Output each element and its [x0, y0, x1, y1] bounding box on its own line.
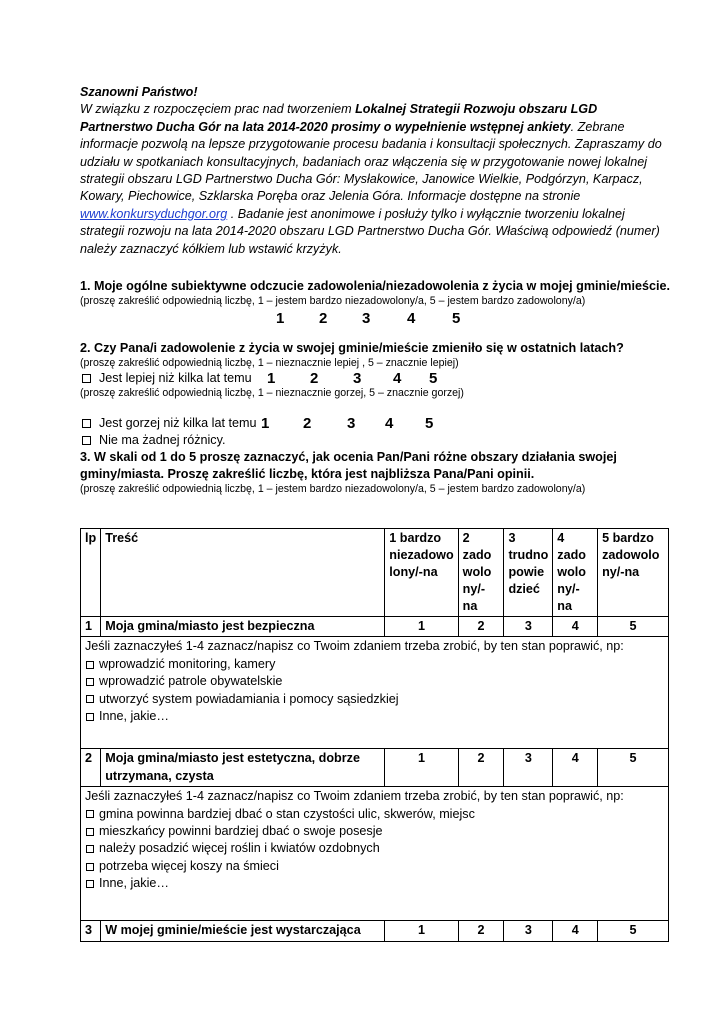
row-3-score-5[interactable]: 5: [598, 921, 669, 941]
row-3-score-3[interactable]: 3: [504, 921, 553, 941]
row-1-score-2[interactable]: 2: [458, 617, 504, 637]
row-2-lp: 2: [81, 749, 101, 787]
q2-worse-checkbox[interactable]: [82, 419, 91, 428]
row-1-option-1-label: wprowadzić monitoring, kamery: [99, 656, 276, 671]
q2-title: 2. Czy Pana/i zadowolenie z życia w swojej gminie/mieście zmieniło się w ostatnich latach?: [80, 341, 624, 356]
row-2-option-5-checkbox[interactable]: [86, 880, 94, 888]
q1-scale: [276, 310, 670, 327]
row-1-followup: [81, 637, 669, 749]
row-1-score-5[interactable]: 5: [598, 617, 669, 637]
q3-hint: (proszę zakreślić odpowiednią liczbę, 1 – jestem bardzo niezadowolony/a, 5 – jestem bardzo zadowolony/a): [80, 483, 586, 496]
row-2-score-1[interactable]: 1: [385, 749, 458, 787]
row-1-option-4-label: Inne, jakie…: [99, 709, 170, 724]
q2-worse-scale-5[interactable]: 5: [425, 415, 434, 433]
q1-scale-1[interactable]: 1: [276, 310, 285, 328]
row-1-followup-cell: [81, 637, 669, 749]
website-link[interactable]: www.konkursyduchgor.org: [80, 206, 228, 221]
header-lp: lp: [81, 529, 101, 617]
row-1-option-3-label: utworzyć system powiadamiania i pomocy sąsiedzkiej: [99, 691, 399, 706]
q2-better-scale-2[interactable]: 2: [310, 370, 319, 388]
q2-hint-2: (proszę zakreślić odpowiednią liczbę, 1 – nieznacznie gorzej, 5 – znacznie gorzej): [80, 387, 464, 400]
table-row: [81, 749, 669, 787]
q2-better-row: [80, 370, 670, 387]
survey-page: [80, 84, 670, 496]
row-2-option-3[interactable]: [85, 840, 664, 857]
q2-better-scale-4[interactable]: 4: [393, 370, 402, 388]
intro-text-3: . Badanie jest anonimowe i posłuży tylko i wyłącznie tworzeniu lokalnej strategii rozwoju na lata 2014-2020 obszaru LGD Partnerstwo Ducha Gór. Właściwą odpowiedź (numer) należy zaznaczyć kółkiem lub wstawić krzyżyk.: [80, 206, 660, 256]
question-3: [80, 449, 670, 496]
row-1-score-1[interactable]: 1: [385, 617, 458, 637]
row-2-followup-text: Jeśli zaznaczyłeś 1-4 zaznacz/napisz co Twoim zdaniem trzeba zrobić, by ten stan poprawić, np:: [85, 789, 624, 804]
row-1-option-4[interactable]: [85, 708, 664, 725]
q1-scale-3[interactable]: 3: [362, 310, 371, 328]
row-1-option-2-label: wprowadzić patrole obywatelskie: [99, 674, 283, 689]
table-header-row: [81, 529, 669, 617]
row-3-score-2[interactable]: 2: [458, 921, 504, 941]
row-2-option-4-checkbox[interactable]: [86, 863, 94, 871]
row-2-option-2-label: mieszkańcy powinni bardziej dbać o swoje posesje: [99, 824, 383, 839]
salutation: Szanowni Państwo!: [80, 85, 198, 99]
row-2-option-2-checkbox[interactable]: [86, 828, 94, 836]
q2-hint-1: (proszę zakreślić odpowiednią liczbę, 1 – nieznacznie lepiej , 5 – znacznie lepiej): [80, 357, 459, 370]
header-tresc: Treść: [101, 529, 385, 617]
row-2-option-3-checkbox[interactable]: [86, 845, 94, 853]
q2-nochange-row: [80, 432, 670, 449]
q2-better-scale-3[interactable]: 3: [353, 370, 362, 388]
row-3-lp: 3: [81, 921, 101, 941]
row-1-option-1-checkbox[interactable]: [86, 661, 94, 669]
question-2: [80, 340, 670, 449]
q1-title: 1. Moje ogólne subiektywne odczucie zadowolenia/niezadowolenia z życia w mojej gminie/mieście.: [80, 279, 670, 294]
q2-worse-row: [80, 415, 670, 432]
row-2-option-1[interactable]: [85, 806, 664, 823]
row-2-option-3-label: należy posadzić więcej roślin i kwiatów ozdobnych: [99, 841, 380, 856]
q2-nochange-label: Nie ma żadnej różnicy.: [99, 433, 226, 448]
q1-scale-2[interactable]: 2: [319, 310, 328, 328]
row-2-score-4[interactable]: 4: [553, 749, 598, 787]
row-1-option-2-checkbox[interactable]: [86, 678, 94, 686]
row-3-score-1[interactable]: 1: [385, 921, 458, 941]
row-2-option-5-label: Inne, jakie…: [99, 876, 170, 891]
row-3-text: W mojej gminie/mieście jest wystarczająca: [101, 921, 385, 941]
q2-worse-scale: [261, 415, 433, 432]
header-score-2: 2 zado wolo ny/- na: [458, 529, 504, 617]
intro-paragraph: [80, 84, 670, 258]
header-score-3: 3 trudno powie dzieć: [504, 529, 553, 617]
q2-nochange-checkbox[interactable]: [82, 436, 91, 445]
row-2-option-1-label: gmina powinna bardziej dbać o stan czystości ulic, skwerów, miejsc: [99, 806, 475, 821]
row-2-option-2[interactable]: [85, 823, 664, 840]
q2-better-scale: [267, 370, 437, 387]
q2-worse-scale-2[interactable]: 2: [303, 415, 312, 433]
header-score-1: 1 bardzo niezadowo lony/-na: [385, 529, 458, 617]
row-2-option-4-label: potrzeba więcej koszy na śmieci: [99, 858, 279, 873]
q2-worse-scale-4[interactable]: 4: [385, 415, 394, 433]
row-1-lp: 1: [81, 617, 101, 637]
q2-better-scale-5[interactable]: 5: [429, 370, 438, 388]
row-1-score-3[interactable]: 3: [504, 617, 553, 637]
row-2-text: Moja gmina/miasto jest estetyczna, dobrze utrzymana, czysta: [101, 749, 385, 787]
q2-worse-label: Jest gorzej niż kilka lat temu: [99, 416, 257, 431]
row-2-score-3[interactable]: 3: [504, 749, 553, 787]
header-score-5: 5 bardzo zadowolo ny/-na: [598, 529, 669, 617]
intro-text-2: . Zebrane informacje pozwolą na lepsze przygotowanie procesu badania i konsultacji społecznych. Zapraszamy do udziału w spotkaniach konsultacyjnych, badaniach oraz włączenia się w przygotowanie nowej lokalnej strategii obszaru LGD Partnerstwo Ducha Gór: Mysłakowice, Janowice Wielkie, Podgórzyn, Karpacz, Kowary, Piechowice, Szklarska Poręba oraz Jelenia Góra. Informacje dostępne na stronie: [80, 119, 662, 204]
q2-better-scale-1[interactable]: 1: [267, 370, 276, 388]
row-1-score-4[interactable]: 4: [553, 617, 598, 637]
row-2-followup-cell: [81, 787, 669, 921]
row-1-followup-text: Jeśli zaznaczyłeś 1-4 zaznacz/napisz co Twoim zdaniem trzeba zrobić, by ten stan poprawić, np:: [85, 639, 624, 654]
q2-better-label: Jest lepiej niż kilka lat temu: [99, 371, 252, 386]
row-1-option-2[interactable]: [85, 673, 664, 690]
row-2-score-2[interactable]: 2: [458, 749, 504, 787]
q2-worse-scale-1[interactable]: 1: [261, 415, 270, 433]
row-1-option-4-checkbox[interactable]: [86, 713, 94, 721]
row-1-text: Moja gmina/miasto jest bezpieczna: [101, 617, 385, 637]
q2-better-checkbox[interactable]: [82, 374, 91, 383]
row-1-option-3[interactable]: [85, 691, 664, 708]
row-3-score-4[interactable]: 4: [553, 921, 598, 941]
q3-title: 3. W skali od 1 do 5 proszę zaznaczyć, jak ocenia Pan/Pani różne obszary działania swojej gminy/miasta. Proszę zakreślić liczbę, która jest najbliższa Pana/Pani opinii.: [80, 450, 617, 482]
row-2-option-1-checkbox[interactable]: [86, 810, 94, 818]
row-1-option-1[interactable]: [85, 656, 664, 673]
q2-worse-scale-3[interactable]: 3: [347, 415, 356, 433]
table-row: [81, 617, 669, 637]
intro-text-1: W związku z rozpoczęciem prac nad tworzeniem: [80, 102, 356, 117]
table-row: [81, 921, 669, 941]
rating-table: [80, 528, 669, 942]
header-score-4: 4 zado wolo ny/- na: [553, 529, 598, 617]
row-2-followup: [81, 787, 669, 921]
row-1-option-3-checkbox[interactable]: [86, 695, 94, 703]
q1-hint: (proszę zakreślić odpowiednią liczbę, 1 – jestem bardzo niezadowolony/a, 5 – jestem bardzo zadowolony/a): [80, 295, 586, 308]
q1-scale-4[interactable]: 4: [407, 310, 416, 328]
row-2-option-5[interactable]: [85, 875, 664, 892]
row-2-score-5[interactable]: 5: [598, 749, 669, 787]
row-2-option-4[interactable]: [85, 858, 664, 875]
question-1: [80, 278, 670, 327]
q1-scale-5[interactable]: 5: [452, 310, 461, 328]
intro-strategy-title: Lokalnej Strategii Rozwoju obszaru LGD Partnerstwo Ducha Gór na lata 2014-2020 prosimy o wypełnienie wstępnej ankiety: [80, 102, 598, 134]
